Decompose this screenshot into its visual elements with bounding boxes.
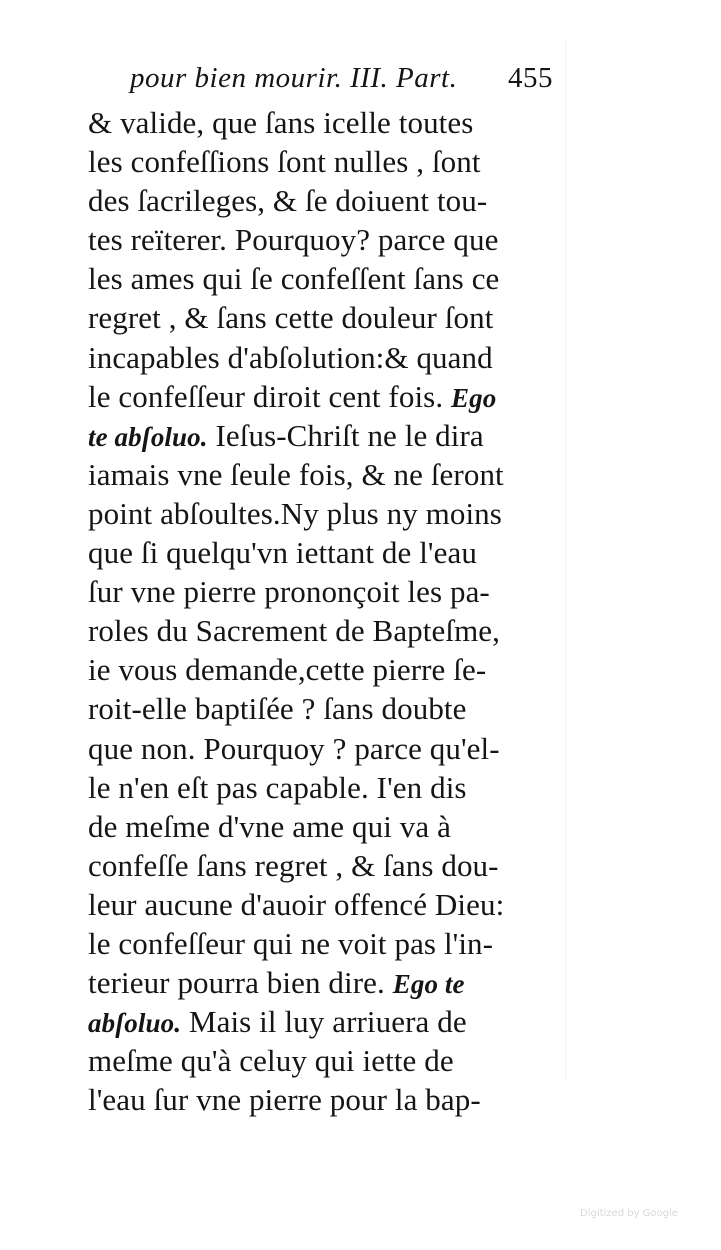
text-line: des ſacrileges, & ſe doiuent tou-: [88, 183, 488, 219]
text-line: ie vous demande,cette pierre ſe-: [88, 652, 487, 688]
text-line: meſme qu'à celuy qui iette de: [88, 1043, 454, 1079]
body-text: [88, 103, 568, 1119]
text-line: les confeſſions ſont nulles , ſont: [88, 144, 481, 180]
text-line: ſur vne pierre prononçoit les pa-: [88, 574, 490, 610]
latin-phrase: te abſoluo.: [88, 421, 208, 452]
text-line: confeſſe ſans regret , & ſans dou-: [88, 847, 499, 883]
text-line: que ſi quelqu'vn iettant de l'eau: [88, 535, 477, 571]
text-line: tes reïterer. Pourquoy? parce que: [88, 222, 499, 258]
text-segment: terieur pourra bien dire.: [88, 965, 385, 1001]
text-line-with-latin: [88, 416, 568, 455]
running-title: pour bien mourir. III. Part.: [130, 62, 458, 94]
text-line: les ames qui ſe confeſſent ſans ce: [88, 261, 500, 297]
text-line-with-latin: [88, 1002, 568, 1041]
latin-phrase: Ego: [451, 382, 497, 413]
text-line: iamais vne ſeule fois, & ne ſeront: [88, 456, 504, 492]
text-line: l'eau ſur vne pierre pour la bap-: [88, 1082, 481, 1118]
text-line-with-latin: [88, 377, 568, 416]
text-segment: Ieſus-Chriſt ne le dira: [215, 417, 484, 453]
text-segment: Mais il luy arriuera de: [188, 1004, 467, 1040]
text-line: regret , & ſans cette douleur ſont: [88, 300, 494, 336]
text-line: leur aucune d'auoir offencé Dieu:: [88, 886, 505, 922]
text-line: roles du Sacrement de Bapteſme,: [88, 613, 500, 649]
latin-phrase: Ego te: [392, 969, 465, 1000]
latin-phrase: abſoluo.: [88, 1008, 182, 1039]
text-segment: le confeſſeur diroit cent fois.: [88, 378, 444, 414]
page-number: 455: [508, 62, 553, 94]
text-line-with-latin: [88, 963, 568, 1002]
text-line: roit-elle baptiſée ? ſans doubte: [88, 691, 467, 727]
text-line: de meſme d'vne ame qui va à: [88, 808, 451, 844]
text-line: que non. Pourquoy ? parce qu'el-: [88, 730, 500, 766]
text-line: & valide, que ſans icelle toutes: [88, 105, 474, 140]
running-header: [130, 62, 575, 102]
text-line: point abſoultes.Ny plus ny moins: [88, 495, 502, 531]
text-line: le n'en eſt pas capable. I'en dis: [88, 769, 467, 805]
text-line: le confeſſeur qui ne voit pas l'in-: [88, 925, 494, 961]
text-line: incapables d'abſolution:& quand: [88, 339, 493, 375]
digitization-watermark: Digitized by Google: [580, 1208, 678, 1219]
